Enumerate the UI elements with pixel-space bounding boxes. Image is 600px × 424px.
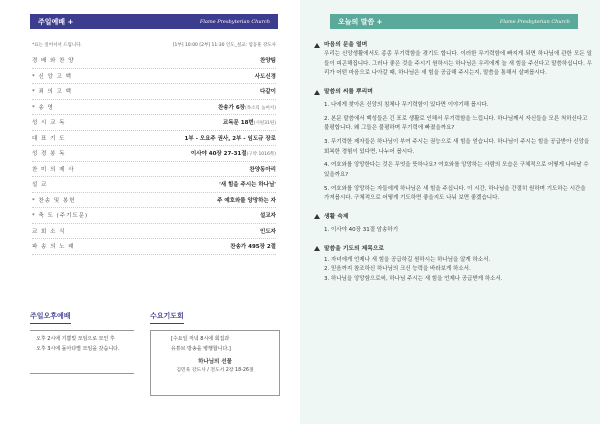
worship-row <box>32 100 276 116</box>
order-of-worship <box>32 53 276 255</box>
discussion-item: 3. 무기력한 제자들은 하나님이 부여 주시는 권능으로 새 힘을 얻습니다. 하나님이 주시는 힘을 공급받아 신앙을 회복한 경험이 있다면, 나누어 봅시다. <box>324 139 590 155</box>
discussion-item: 5. 여호와를 앙망하는 자들에게 하나님은 새 힘을 주십니다. 이 시간, 하나님을 간절히 원하며 기도하는 시간을 가져봅시다. 구체적으로 어떻게 기도하면 좋을지도 나눠 보면 좋겠습니다. <box>324 185 586 202</box>
row-label: * 신 앙 고 백 <box>32 73 72 80</box>
row-label: * 찬송 및 봉헌 <box>32 197 76 204</box>
worship-row <box>32 69 276 85</box>
triangle-icon <box>314 214 320 219</box>
sermon-title: 하나님의 선물 <box>198 359 232 365</box>
worship-row <box>32 146 276 162</box>
worship-row <box>32 162 276 178</box>
prayer-item: 2. 믿음까지 참조하신 하나님의 크신 능력을 바라보게 하소서. <box>324 266 471 273</box>
standing-note: *표는 일어서서 드립니다. <box>32 43 83 48</box>
church-name: Flame Presbyterian Church <box>199 18 270 25</box>
row-value: 사도신경 <box>254 73 276 80</box>
row-value: 교독문 18번(시편31편) <box>222 120 276 127</box>
homework-item: 1. 이사야 40장 31절 암송하기 <box>324 226 399 233</box>
header-title: 오늘의 말씀 + <box>338 17 383 26</box>
row-label: 파 송 의 노 래 <box>32 244 75 251</box>
row-value: 찬양동아리 <box>249 166 276 173</box>
row-value: 찬송가 6장(목소리 높여서) <box>217 104 276 111</box>
worship-row <box>32 224 276 240</box>
discussion-item: 2. 본문 말씀에서 백성들은 긴 포로 생활로 인해서 무기력함을 느낍니다. 하나님께서 자신들을 모른 척하신다고 불평합니다. 왜 그들은 불평하며 무기력에 빠졌을까요? <box>324 115 588 132</box>
row-value: '새 힘을 주시는 하나님' <box>219 182 276 189</box>
triangle-icon <box>314 43 320 48</box>
intro-paragraph: 우리는 신앙생활에서도 종종 무기력함을 겪기도 합니다. 이러한 무기력함에 빠지게 되면 하나님에 관한 모든 일들이 피곤해집니다. 그러나 좋은 것을 주시기 원하시는 하나님은 우리에게 늘 새 힘을 주신다고 말씀하십니다. 우리가 어떤 마음으로 나아갈 때, 하나님은 새 힘을 공급해 주시는지, 말씀을 통해서 살펴봅시다. <box>324 51 592 77</box>
row-label: * 죄 의 고 백 <box>32 89 72 96</box>
church-name: Flame Presbyterian Church <box>499 18 570 25</box>
evening-service-box <box>30 330 134 374</box>
worship-row <box>32 53 276 69</box>
row-label: 성 경 봉 독 <box>32 151 66 158</box>
todays-word-content <box>314 40 592 285</box>
section-heading: 생활 숙제 <box>314 212 592 222</box>
evening-service-text: 오후 2시에 기쁨빛 모임으로 모인 후 오후 3시에 돌아다별 모임을 갖습니다. <box>36 336 120 352</box>
row-value: 찬송가 495장 2절 <box>230 244 276 251</box>
service-times: [1부] 10:00 [2부] 11:30 인도_설교: 염동훈 강도사 <box>172 43 276 48</box>
worship-row <box>32 239 276 255</box>
row-value: 1부 - 오요주 권사, 2부 - 임도규 장로 <box>184 135 276 142</box>
worship-row <box>32 131 276 147</box>
row-label: * 축 도 (주기도문) <box>32 213 89 220</box>
discussion-item: 1. 나에게 찾아온 신앙의 침체나 무기력함이 있다면 이야기해 봅시다. <box>324 102 489 109</box>
discussion-item: 4. 여호와를 앙망한다는 것은 무엇을 뜻하나요? 여호와를 앙망하는 사람의 모습은 구체적으로 어떻게 나타날 수 있을까요? <box>324 162 589 178</box>
row-label: 교 회 소 식 <box>32 228 66 235</box>
triangle-icon <box>314 246 320 251</box>
row-value: 찬양팀 <box>260 58 276 65</box>
worship-row <box>32 115 276 131</box>
triangle-icon <box>314 90 320 95</box>
worship-row <box>32 84 276 100</box>
header-title: 주일예배 + <box>38 17 74 26</box>
todays-word-header <box>330 14 578 29</box>
worship-row <box>32 208 276 224</box>
row-value: 인도자 <box>260 228 276 235</box>
evening-service-title: 주일오후예배 <box>30 311 71 324</box>
row-label: 대 표 기 도 <box>32 135 66 142</box>
wednesday-prayer-text: [수요일 저녁 8시에 회집과 유튜브 방송을 병행합니다.] <box>171 336 231 352</box>
wednesday-prayer-title: 수요기도회 <box>150 311 184 324</box>
row-label: 경 배 와 찬 양 <box>32 58 75 65</box>
row-label: * 송 영 <box>32 104 54 111</box>
section-heading: 마음의 문을 열며 <box>314 40 592 50</box>
row-label: 찬 미 의 제 사 <box>32 166 75 173</box>
prayer-item: 3. 하나님을 앙망함으로써, 하나님 주시는 새 힘을 언제나 공급받게 하소서. <box>324 275 503 282</box>
worship-row <box>32 193 276 209</box>
sunday-service-header <box>30 14 278 29</box>
row-value: 설교자 <box>260 213 276 220</box>
service-note <box>32 42 276 48</box>
row-label: 설 교 <box>32 182 48 189</box>
wednesday-prayer-box <box>150 330 280 396</box>
row-value: 다같이 <box>260 89 276 96</box>
section-heading: 말씀을 기도의 제목으로 <box>314 244 592 254</box>
worship-row <box>32 177 276 193</box>
row-label: 성 시 교 독 <box>32 120 66 127</box>
row-value: 주 예호와를 앙망하는 자 <box>217 197 276 204</box>
prayer-item: 1. 자녀에게 언제나 새 힘을 공급하길 원하시는 하나님을 알게 하소서. <box>324 256 491 263</box>
row-value: 이사야 40장 27-31절(구약 1016쪽) <box>190 151 276 158</box>
section-heading: 말씀의 씨를 뿌리며 <box>314 87 592 97</box>
sermon-reference: 김민욱 강도사 / 전도서 2장 18-26절 <box>176 368 254 373</box>
